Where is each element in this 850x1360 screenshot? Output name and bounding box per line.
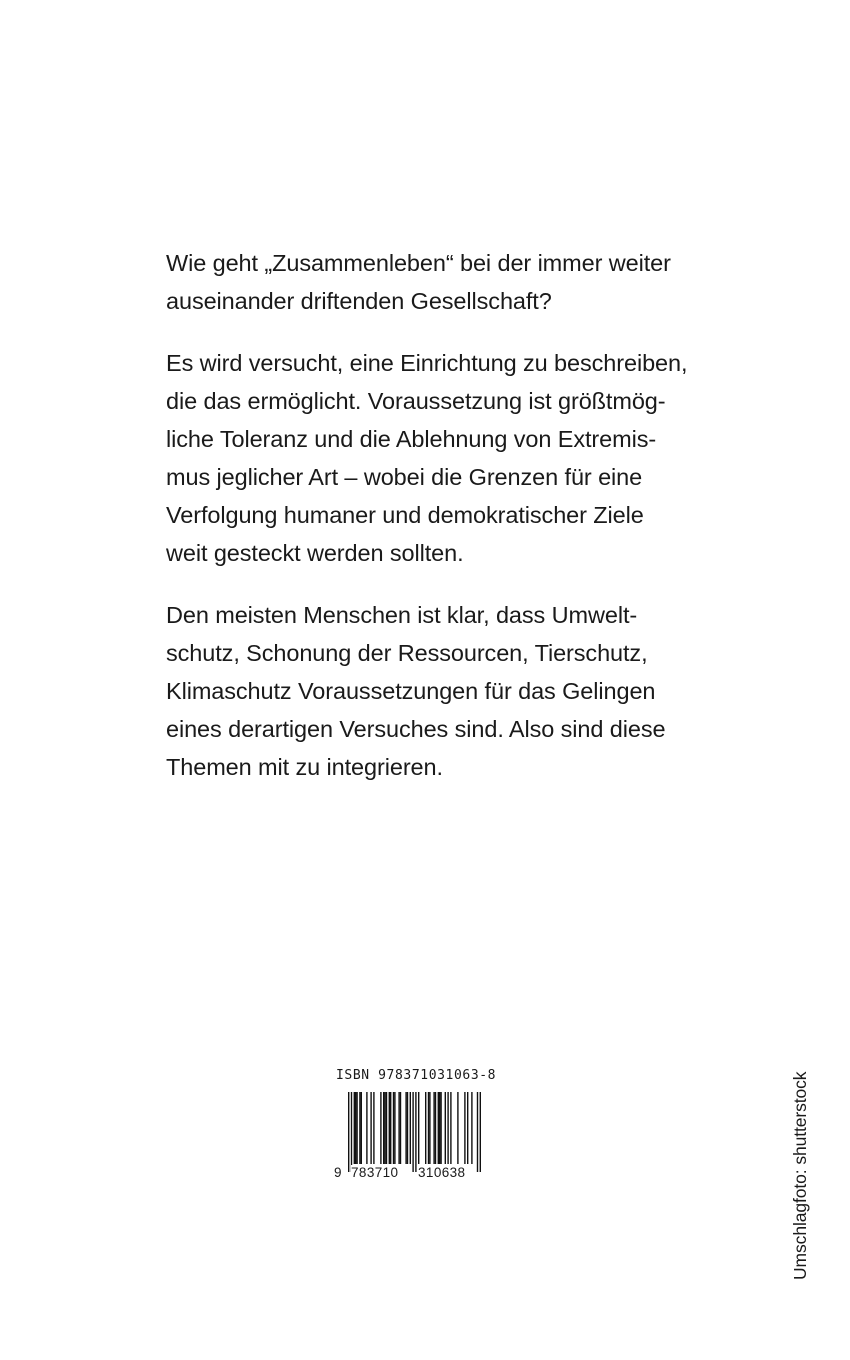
barcode-bar xyxy=(415,1092,416,1172)
text-line: Den meisten Menschen ist klar, dass Umwelt- xyxy=(166,602,638,628)
barcode-bar xyxy=(429,1092,430,1164)
barcode-bar xyxy=(450,1092,451,1164)
barcode-bar xyxy=(412,1092,413,1172)
barcode-bar xyxy=(435,1092,436,1164)
text-line: schutz, Schonung der Ressourcen, Tierschutz, xyxy=(166,640,648,666)
barcode-digits-left: 783710 xyxy=(351,1165,399,1180)
barcode-bar xyxy=(400,1092,401,1164)
barcode-digit-first: 9 xyxy=(334,1165,342,1180)
barcode-bar xyxy=(428,1092,429,1164)
barcode-bar xyxy=(351,1092,352,1172)
photo-credit: Umschlagfoto: shutterstock xyxy=(790,1071,810,1280)
barcode-bar xyxy=(390,1092,391,1164)
text-line: mus jeglicher Art – wobei die Grenzen für eine xyxy=(166,464,643,490)
barcode-bar xyxy=(384,1092,385,1164)
barcode-bar xyxy=(394,1092,395,1164)
barcode xyxy=(334,1092,504,1189)
barcode-bar xyxy=(467,1092,468,1164)
barcode-bar xyxy=(380,1092,381,1164)
barcode-bar xyxy=(457,1092,458,1164)
text-line: Wie geht „Zusammenleben“ bei der immer weiter xyxy=(166,250,671,276)
text-line: auseinander driftenden Gesellschaft? xyxy=(166,288,552,314)
text-line: Klimaschutz Voraussetzungen für das Gelingen xyxy=(166,678,656,704)
barcode-bar xyxy=(471,1092,472,1164)
text-line: die das ermöglicht. Voraussetzung ist größtmög- xyxy=(166,388,666,414)
barcode-bar xyxy=(373,1092,374,1164)
barcode-bar xyxy=(438,1092,439,1164)
barcode-bar xyxy=(393,1092,394,1164)
barcode-bar xyxy=(355,1092,356,1164)
barcode-bar xyxy=(405,1092,406,1164)
blurb-paragraph-1 xyxy=(166,244,726,320)
barcode-bar xyxy=(418,1092,419,1164)
barcode-bar xyxy=(433,1092,434,1164)
barcode-bar xyxy=(440,1092,441,1164)
barcode-bar xyxy=(359,1092,360,1164)
text-line: eines derartigen Versuches sind. Also sind diese xyxy=(166,716,666,742)
barcode-bar xyxy=(445,1092,446,1164)
barcode-bar xyxy=(477,1092,478,1172)
text-line: Themen mit zu integrieren. xyxy=(166,754,443,780)
barcode-bar xyxy=(383,1092,384,1164)
isbn-label: ISBN 978371031063-8 xyxy=(336,1068,497,1083)
barcode-bar xyxy=(439,1092,440,1164)
barcode-bar xyxy=(348,1092,349,1172)
barcode-bar xyxy=(425,1092,426,1164)
barcode-bar xyxy=(361,1092,362,1164)
barcode-bar xyxy=(366,1092,367,1164)
barcode-bar xyxy=(398,1092,399,1164)
blurb-paragraph-3 xyxy=(166,596,726,786)
text-line: weit gesteckt werden sollten. xyxy=(166,540,464,566)
barcode-bar xyxy=(370,1092,371,1164)
barcode-bar xyxy=(464,1092,465,1164)
barcode-digits-right: 310638 xyxy=(418,1165,466,1180)
barcode-bar xyxy=(410,1092,411,1164)
text-line: liche Toleranz und die Ablehnung von Extremis- xyxy=(166,426,657,452)
blurb-paragraph-2 xyxy=(166,344,726,572)
barcode-bar xyxy=(354,1092,355,1164)
barcode-bar xyxy=(447,1092,448,1164)
barcode-bar xyxy=(407,1092,408,1164)
text-line: Verfolgung humaner und demokratischer Ziele xyxy=(166,502,644,528)
barcode-bar xyxy=(386,1092,387,1164)
isbn-block xyxy=(334,1068,504,1189)
blurb xyxy=(166,244,726,810)
barcode-bar xyxy=(356,1092,357,1164)
barcode-bar xyxy=(480,1092,481,1172)
text-line: Es wird versucht, eine Einrichtung zu beschreiben, xyxy=(166,350,688,376)
barcode-bar xyxy=(389,1092,390,1164)
